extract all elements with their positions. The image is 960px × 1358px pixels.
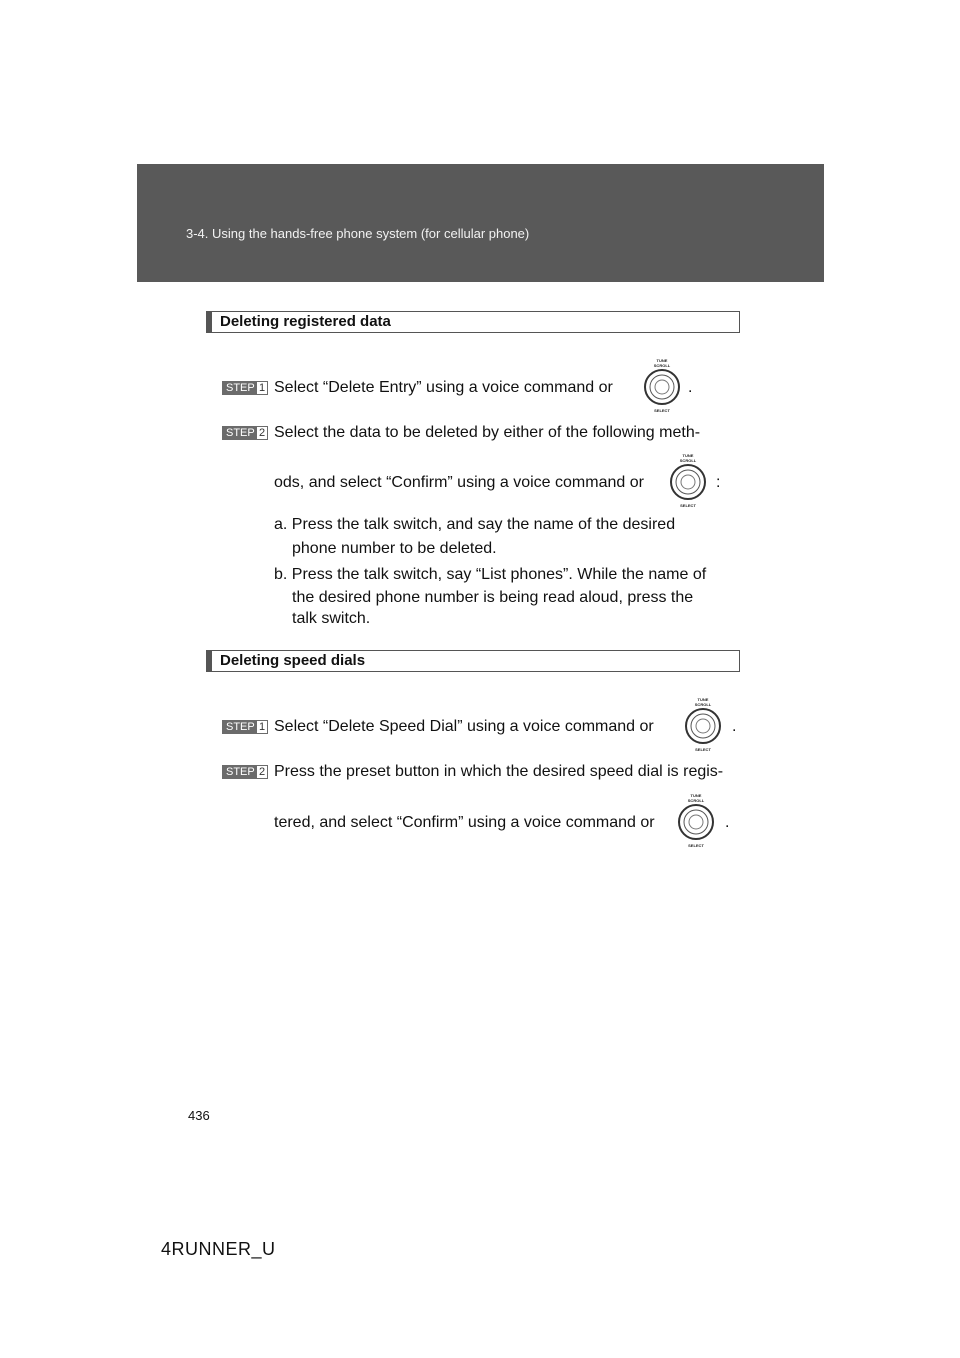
- svg-text:SCROLL: SCROLL: [694, 702, 712, 707]
- tune-select-knob-icon: [677, 696, 729, 752]
- list-item: a. Press the talk switch, and say the name of the desired: [274, 516, 676, 533]
- svg-text:SELECT: SELECT: [695, 747, 711, 752]
- list-item-cont: the desired phone number is being read aloud, press the: [292, 589, 694, 606]
- section-title-deleting-registered-data: Deleting registered data: [206, 311, 740, 333]
- model-code: 4RUNNER_U: [161, 1239, 276, 1259]
- step-text-cont: ods, and select “Confirm” using a voice command or: [274, 474, 644, 491]
- step-text-cont: tered, and select “Confirm” using a voice command or: [274, 814, 655, 831]
- step-text: Select “Delete Entry” using a voice command or: [274, 379, 613, 396]
- step-badge: STEP 1: [222, 720, 269, 734]
- svg-text:SELECT: SELECT: [680, 503, 696, 508]
- tune-select-knob-icon: [670, 792, 722, 848]
- page-number: 436: [188, 1108, 210, 1123]
- svg-text:SCROLL: SCROLL: [679, 458, 697, 463]
- svg-text:SELECT: SELECT: [654, 408, 670, 413]
- svg-text:TUNE: TUNE: [690, 793, 702, 798]
- svg-text:TUNE: TUNE: [682, 453, 694, 458]
- step-text: Press the preset button in which the desired speed dial is regis-: [274, 763, 724, 780]
- step-text: Select “Delete Speed Dial” using a voice command or: [274, 718, 654, 735]
- breadcrumb: 3-4. Using the hands-free phone system (for cellular phone): [186, 226, 530, 241]
- list-item-cont: phone number to be deleted.: [292, 540, 497, 557]
- step-trail: .: [725, 814, 730, 831]
- svg-text:SCROLL: SCROLL: [687, 798, 705, 803]
- svg-text:TUNE: TUNE: [697, 697, 709, 702]
- svg-text:SCROLL: SCROLL: [653, 363, 671, 368]
- step-badge: STEP 1: [222, 381, 269, 395]
- section-title-deleting-speed-dials: Deleting speed dials: [206, 650, 740, 672]
- step-badge: STEP 2: [222, 426, 269, 440]
- svg-text:TUNE: TUNE: [656, 358, 668, 363]
- tune-select-knob-icon: [636, 357, 688, 413]
- step-trail: .: [688, 379, 693, 396]
- step-trail: .: [732, 718, 737, 735]
- header-band: [137, 164, 824, 282]
- step-text: Select the data to be deleted by either of the following meth-: [274, 424, 701, 441]
- list-item-cont: talk switch.: [292, 610, 371, 627]
- tune-select-knob-icon: [662, 452, 714, 508]
- step-badge: STEP 2: [222, 765, 269, 779]
- svg-text:SELECT: SELECT: [688, 843, 704, 848]
- list-item: b. Press the talk switch, say “List phones”. While the name of: [274, 566, 707, 583]
- step-trail: :: [716, 474, 721, 491]
